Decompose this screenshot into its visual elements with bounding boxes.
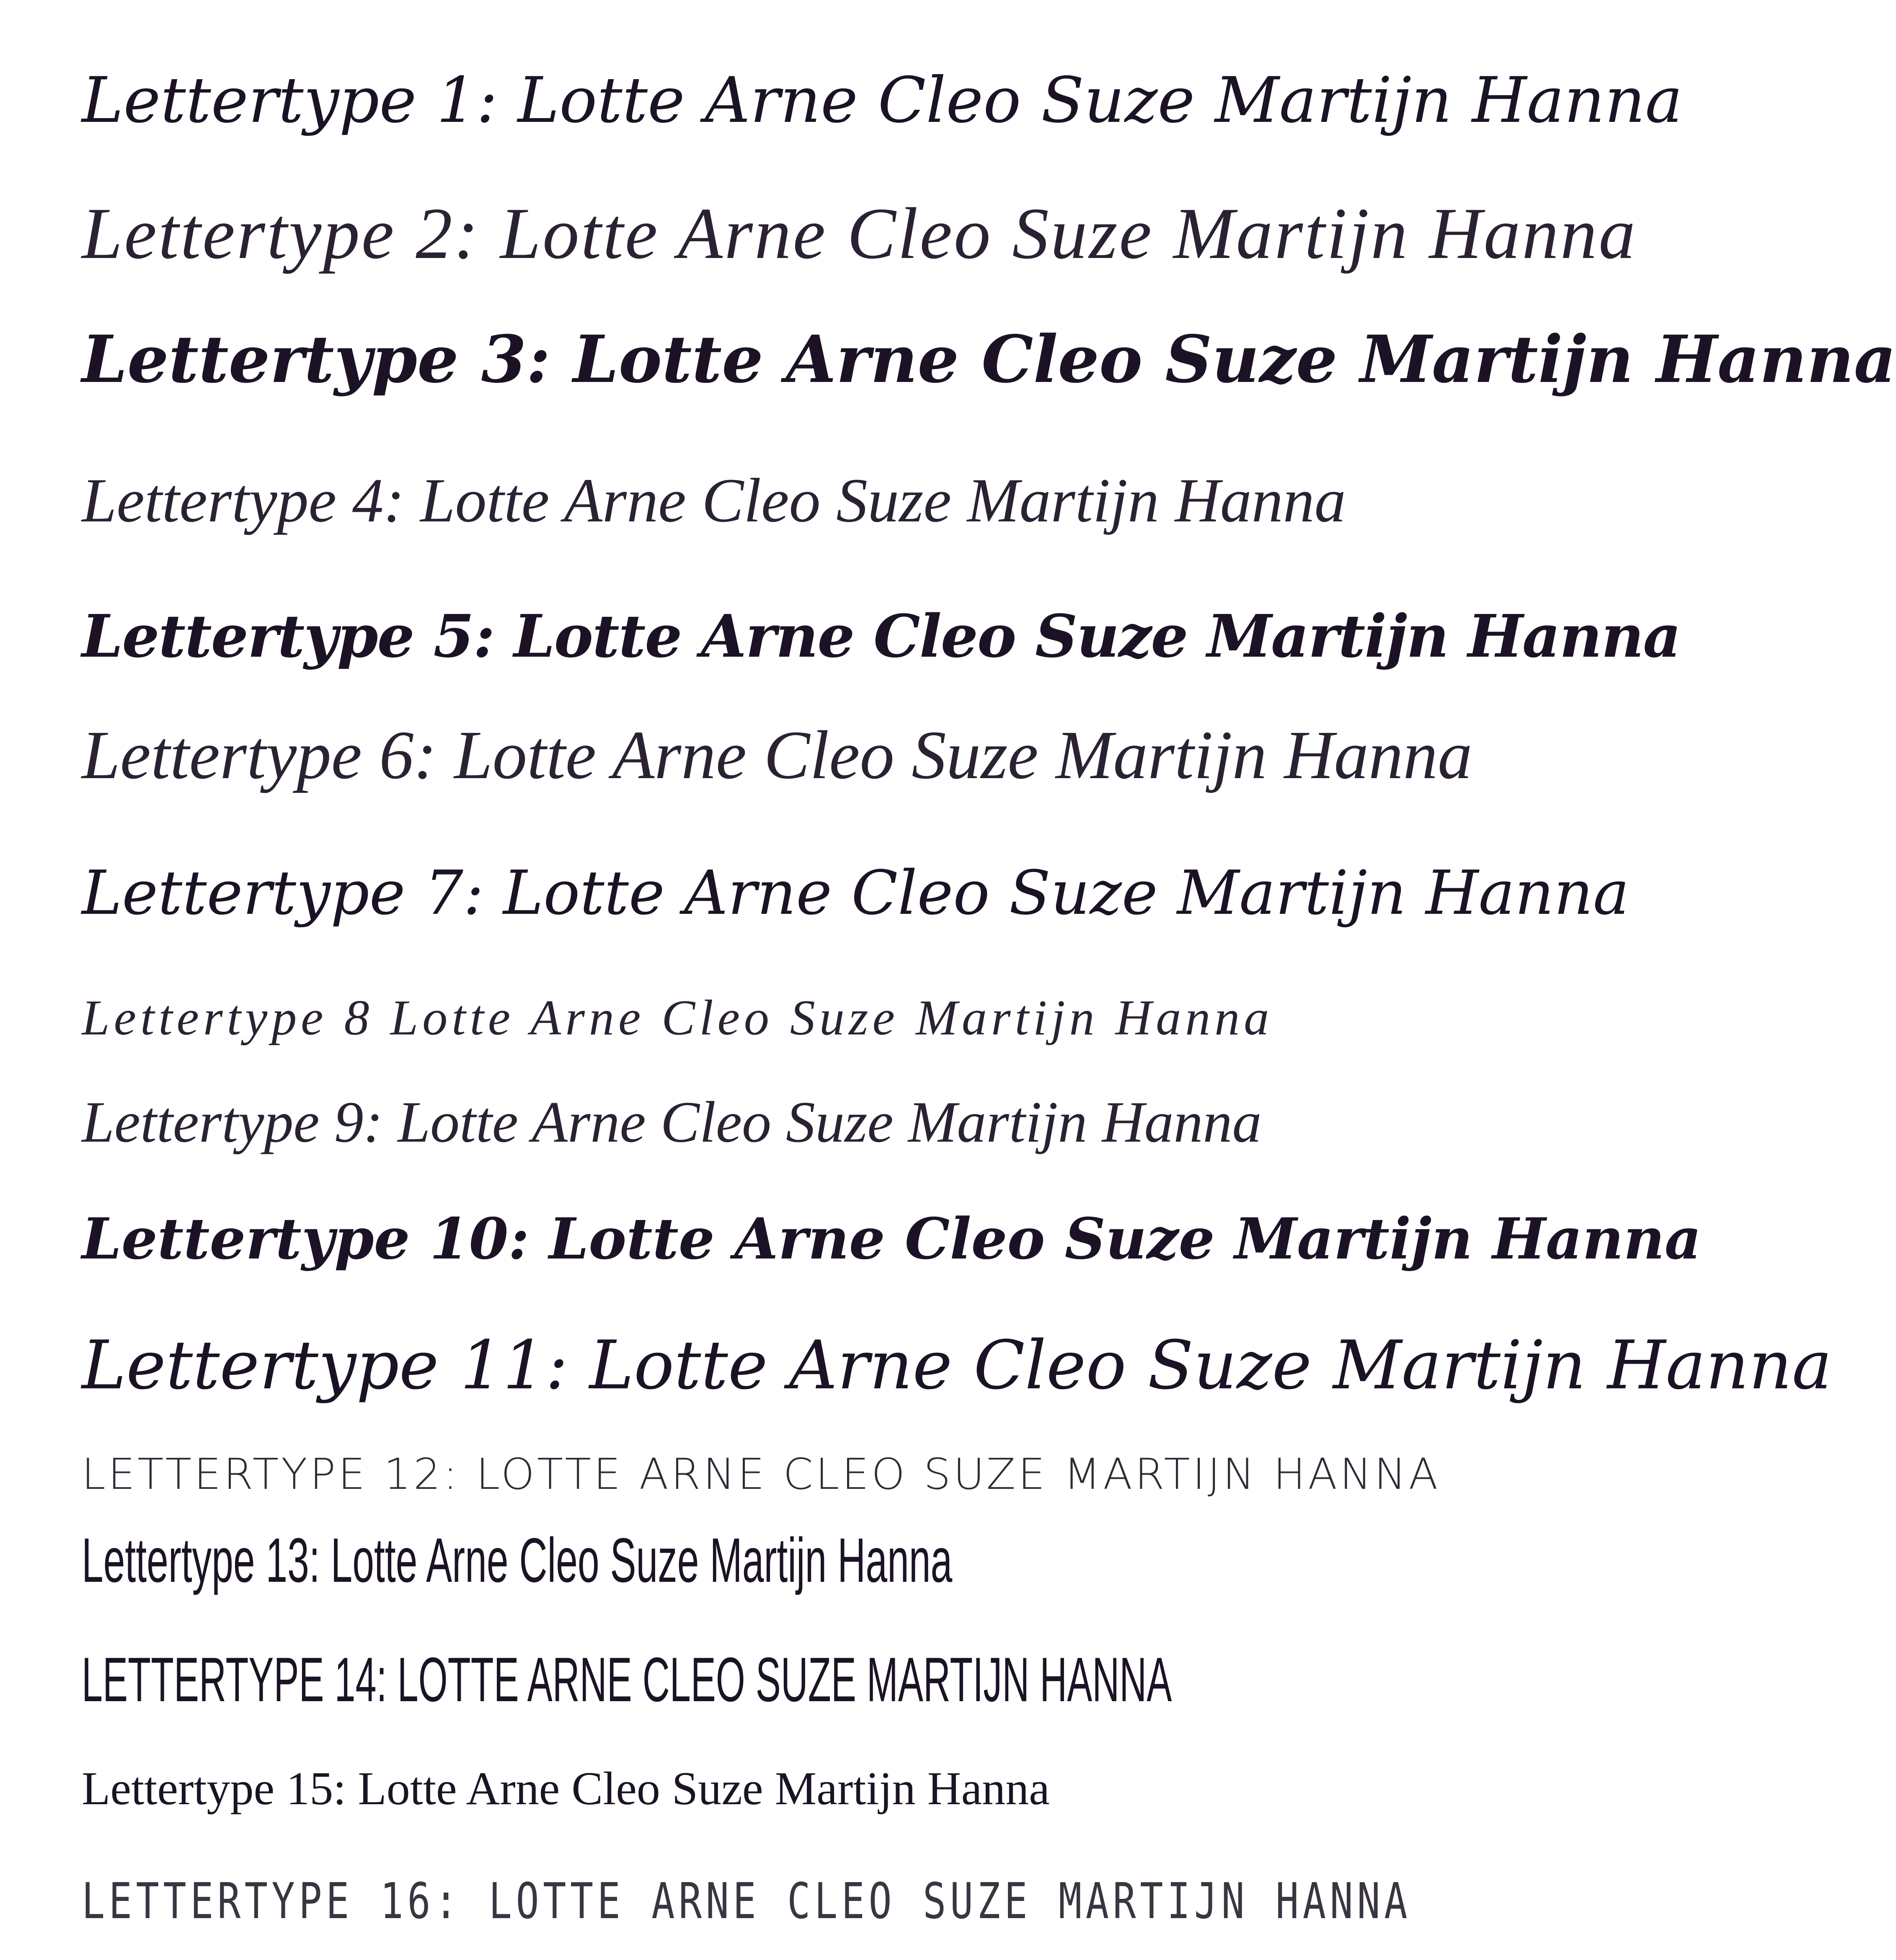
font-sample-12: LETTERTYPE 12: LOTTE ARNE CLEO SUZE MARTIJN HANNA	[82, 1449, 1441, 1499]
font-sample-14: LETTERTYPE 14: LOTTE ARNE CLEO SUZE MARTIJN HANNA	[82, 1644, 1172, 1715]
font-sample-3: Lettertype 3: Lotte Arne Cleo Suze Martijn Hanna	[82, 321, 1896, 397]
font-sample-6: Lettertype 6: Lotte Arne Cleo Suze Martijn Hanna	[82, 717, 1472, 793]
font-sample-8: Lettertype 8 Lotte Arne Cleo Suze Martijn Hanna	[82, 990, 1273, 1045]
font-sample-2: Lettertype 2: Lotte Arne Cleo Suze Martijn Hanna	[82, 193, 1637, 274]
font-sample-15: Lettertype 15: Lotte Arne Cleo Suze Martijn Hanna	[82, 1763, 1050, 1815]
font-sample-7: Lettertype 7: Lotte Arne Cleo Suze Martijn Hanna	[82, 858, 1630, 928]
font-sample-11: Lettertype 11: Lotte Arne Cleo Suze Martijn Hanna	[82, 1326, 1832, 1404]
font-sample-9: Lettertype 9: Lotte Arne Cleo Suze Martijn Hanna	[82, 1090, 1262, 1155]
font-sample-13: Lettertype 13: Lotte Arne Cleo Suze Martijn Hanna	[82, 1525, 953, 1595]
font-sample-10: Lettertype 10: Lotte Arne Cleo Suze Martijn Hanna	[82, 1205, 1702, 1272]
font-sample-16: LETTERTYPE 16: LOTTE ARNE CLEO SUZE MARTIJN HANNA	[82, 1872, 1411, 1930]
font-sample-1: Lettertype 1: Lotte Arne Cleo Suze Martijn Hanna	[82, 64, 1683, 137]
font-sample-4: Lettertype 4: Lotte Arne Cleo Suze Martijn Hanna	[82, 466, 1346, 535]
font-sample-5: Lettertype 5: Lotte Arne Cleo Suze Martijn Hanna	[82, 602, 1680, 671]
